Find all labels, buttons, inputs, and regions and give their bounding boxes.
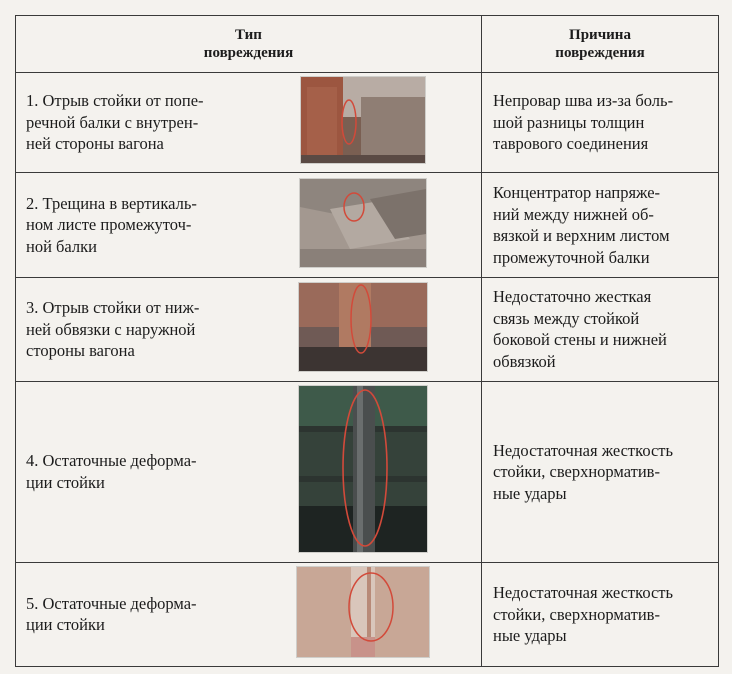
type-line: ции стойки xyxy=(26,615,105,635)
type-line: 1. Отрыв стойки от попе- xyxy=(26,91,204,111)
cause-line: Непровар шва из-за боль- xyxy=(493,91,674,111)
cause-line: Недостаточно жесткая xyxy=(493,287,652,307)
table-row xyxy=(16,73,719,173)
damage-photo-4 xyxy=(299,386,427,552)
damage-photo-1 xyxy=(301,77,425,163)
cause-line: Концентратор напряже- xyxy=(493,183,661,202)
cause-line: шой разницы толщин xyxy=(493,112,645,132)
type-line: ном листе промежуточ- xyxy=(26,215,192,235)
cause-line: стойки, сверхнорматив- xyxy=(493,604,660,624)
damage-type-cell xyxy=(16,562,246,666)
cause-line: Недостаточная жесткость xyxy=(493,583,674,603)
table-row xyxy=(16,173,719,277)
damage-type-cell xyxy=(16,173,246,277)
table-row xyxy=(16,562,719,666)
damage-cause-cell xyxy=(482,562,719,666)
type-line: ции стойки xyxy=(26,472,105,492)
cause-line: таврового соединения xyxy=(493,134,649,154)
photo-cell xyxy=(246,73,482,173)
cause-line: вязкой и верхним листом xyxy=(493,226,670,245)
type-line: 2. Трещина в вертикаль- xyxy=(26,193,197,213)
cause-line: обвязкой xyxy=(493,351,556,371)
header-type-line-1: Тип xyxy=(235,27,262,43)
damage-cause-cell xyxy=(482,173,719,277)
header-damage-cause xyxy=(482,16,719,73)
photo-cell xyxy=(246,173,482,277)
header-type-line-2: повреждения xyxy=(203,45,294,61)
type-line: 5. Остаточные деформа- xyxy=(26,593,197,613)
cause-line: Недостаточная жесткость xyxy=(493,440,674,460)
type-line: ней обвязки с наружной xyxy=(26,319,196,339)
header-cause-line-1: Причина xyxy=(569,27,631,43)
table-row xyxy=(16,277,719,381)
damage-cause-cell xyxy=(482,73,719,173)
table-row xyxy=(16,382,719,563)
damage-type-cell xyxy=(16,277,246,381)
damage-photo-2 xyxy=(300,179,426,267)
cause-line: промежуточной балки xyxy=(493,247,650,267)
type-line: ной балки xyxy=(26,236,97,256)
cause-line: боковой стены и нижней xyxy=(493,330,667,350)
damage-cause-cell xyxy=(482,277,719,381)
damage-cause-cell xyxy=(482,382,719,563)
photo-cell xyxy=(246,277,482,381)
damage-type-cell xyxy=(16,73,246,173)
type-line: речной балки с внутрен- xyxy=(26,112,199,132)
cause-line: связь между стойкой xyxy=(493,308,640,328)
photo-cell xyxy=(246,382,482,563)
damage-photo-5 xyxy=(297,567,429,657)
damage-photo-3 xyxy=(299,283,427,371)
header-damage-type xyxy=(16,16,482,73)
type-line: 3. Отрыв стойки от ниж- xyxy=(26,298,200,318)
type-line: 4. Остаточные деформа- xyxy=(26,451,197,471)
type-line: стороны вагона xyxy=(26,341,135,361)
cause-line: ные удары xyxy=(493,483,567,503)
damage-table xyxy=(15,15,719,667)
photo-cell xyxy=(246,562,482,666)
damage-type-cell xyxy=(16,382,246,563)
header-cause-line-2: повреждения xyxy=(555,45,645,61)
type-line: ней стороны вагона xyxy=(26,134,164,154)
cause-line: стойки, сверхнорматив- xyxy=(493,462,660,482)
header-row xyxy=(16,16,719,73)
cause-line: ные удары xyxy=(493,626,567,646)
cause-line: ний между нижней об- xyxy=(493,204,654,224)
